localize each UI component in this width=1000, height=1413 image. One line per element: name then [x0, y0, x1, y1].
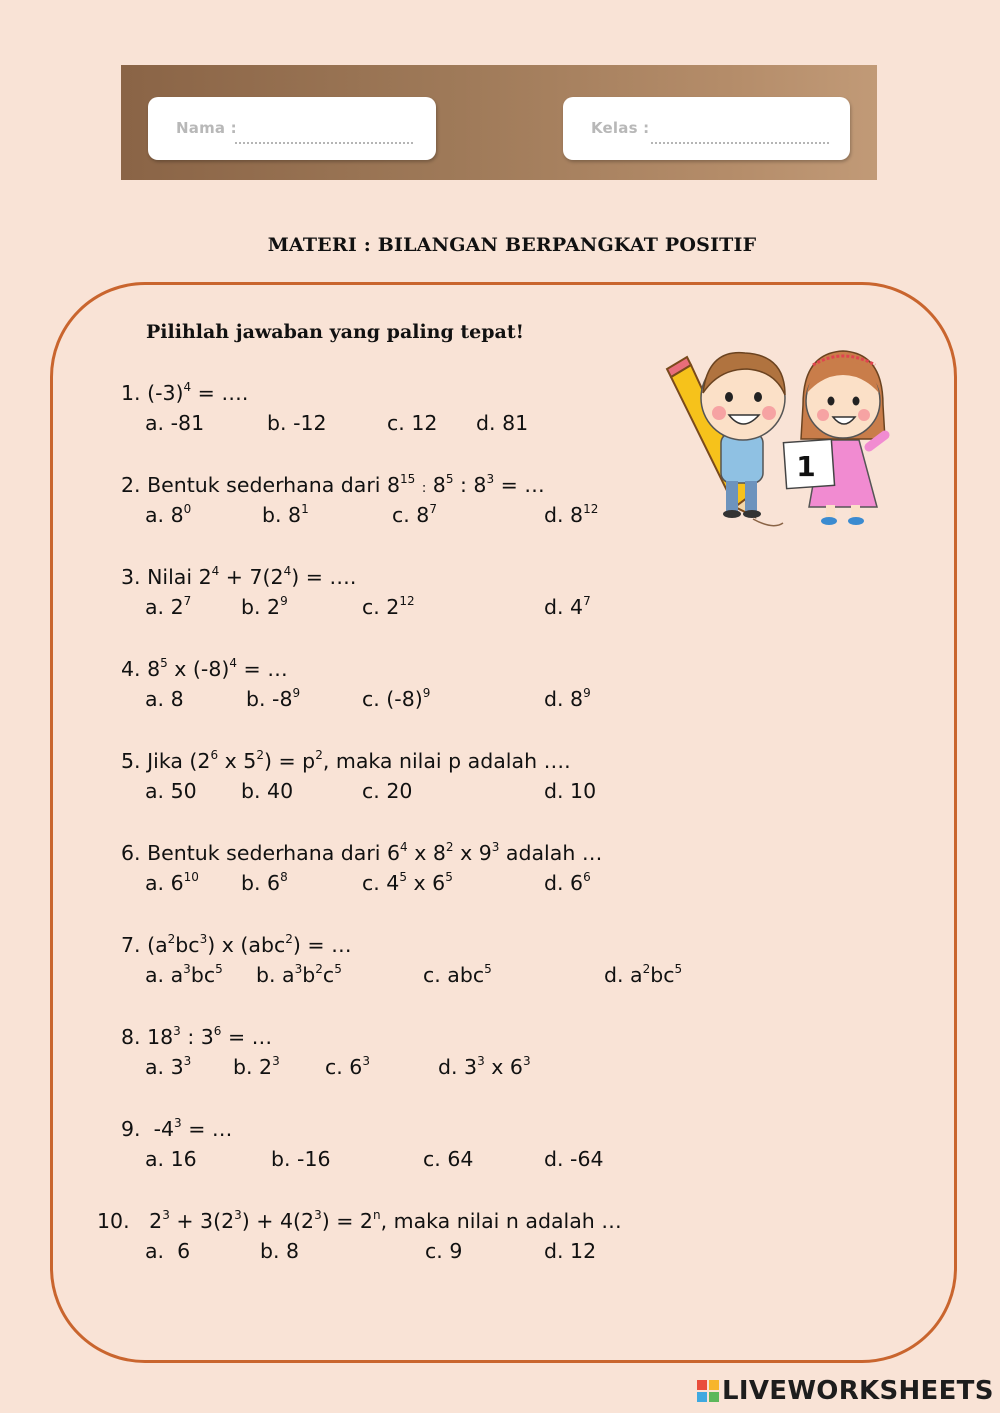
kelas-label: Kelas : [591, 119, 650, 137]
q5-option-d[interactable]: d. 10 [544, 779, 597, 803]
question-number: 4. [121, 657, 141, 681]
question-number: 8. [121, 1025, 141, 1049]
question-1: 1. $(-3)^4$ = …. [121, 380, 249, 405]
q6-option-c[interactable]: c. $4^5$ x $6^5$ [362, 870, 453, 895]
q2-option-b[interactable]: b. $8^1$ [262, 502, 309, 527]
q9-option-c[interactable]: c. 64 [423, 1147, 474, 1171]
materi-title: MATERI : BILANGAN BERPANGKAT POSITIF [267, 234, 757, 256]
q5-option-c[interactable]: c. 20 [362, 779, 413, 803]
q9-option-b[interactable]: b. -16 [271, 1147, 331, 1171]
card-number: 1 [796, 450, 816, 483]
q6-option-a[interactable]: a. $6^{10}$ [145, 870, 199, 895]
question-number: 3. [121, 565, 141, 589]
question-number: 2. [121, 473, 141, 497]
q10-option-d[interactable]: d. 12 [544, 1239, 597, 1263]
kelas-field[interactable] [563, 97, 850, 160]
question-number: 7. [121, 933, 141, 957]
q3-option-c[interactable]: c. $2^{12}$ [362, 594, 415, 619]
q3-option-a[interactable]: a. $2^7$ [145, 594, 192, 619]
nama-line [235, 142, 413, 144]
question-7: 7. $(a^2bc^3)$ x (abc$^2$) = … [121, 932, 352, 957]
q1-option-c[interactable]: c. 12 [387, 411, 438, 435]
q2-option-c[interactable]: c. $8^7$ [392, 502, 437, 527]
q7-option-d[interactable]: d. $a^2bc^5$ [604, 962, 683, 987]
question-6: 6. Bentuk sederhana dari $6^4$ x $8^2$ x $9^3$ adalah … [121, 840, 603, 865]
number-card [783, 439, 834, 488]
question-8: 8. $18^3$ : $3^6$ = … [121, 1024, 273, 1049]
q2-option-d[interactable]: d. $8^{12}$ [544, 502, 599, 527]
q3-option-b[interactable]: b. $2^9$ [241, 594, 288, 619]
nama-field[interactable] [148, 97, 436, 160]
q6-option-b[interactable]: b. $6^8$ [241, 870, 288, 895]
nama-label: Nama : [176, 119, 237, 137]
q8-option-d[interactable]: d. $3^3$ x $6^3$ [438, 1054, 531, 1079]
q9-option-d[interactable]: d. -64 [544, 1147, 604, 1171]
q3-option-d[interactable]: d. $4^7$ [544, 594, 591, 619]
q10-option-b[interactable]: b. 8 [260, 1239, 300, 1263]
question-3: 3. Nilai $2^4 + 7(2^4)$ = …. [121, 564, 357, 589]
q1-option-a[interactable]: a. -81 [145, 411, 205, 435]
q2-option-a[interactable]: a. $8^0$ [145, 502, 192, 527]
question-number: 10. [97, 1209, 130, 1233]
q8-option-a[interactable]: a. $3^3$ [145, 1054, 192, 1079]
q10-option-c[interactable]: c. 9 [425, 1239, 463, 1263]
question-10: 10. $2^3 + 3(2^3) + 4(2^3) = 2^n$, maka nilai n adalah … [97, 1208, 622, 1233]
q5-option-b[interactable]: b. 40 [241, 779, 294, 803]
q10-option-a[interactable]: a. 6 [145, 1239, 191, 1263]
q5-option-a[interactable]: a. 50 [145, 779, 197, 803]
girl-figure [791, 351, 885, 525]
q9-option-a[interactable]: a. 16 [145, 1147, 197, 1171]
q8-option-b[interactable]: b. $2^3$ [233, 1054, 280, 1079]
question-5: 5. Jika ($2^6$ x $5^2) = p^2$, maka nilai p adalah …. [121, 748, 571, 773]
question-number: 5. [121, 749, 141, 773]
q4-option-d[interactable]: d. $8^9$ [544, 686, 591, 711]
q6-option-d[interactable]: d. $6^6$ [544, 870, 591, 895]
liveworksheets-logo-icon [697, 1380, 719, 1402]
q7-option-c[interactable]: c. abc$^5$ [423, 962, 492, 987]
question-number: 1. [121, 381, 141, 405]
logo-text: LIVEWORKSHEETS [722, 1376, 994, 1406]
q4-option-c[interactable]: c. $(-8)^9$ [362, 686, 431, 711]
q1-option-d[interactable]: d. 81 [476, 411, 529, 435]
instruction: Pilihlah jawaban yang paling tepat! [146, 321, 524, 343]
kelas-line [651, 142, 829, 144]
q8-option-c[interactable]: c. $6^3$ [325, 1054, 370, 1079]
q1-option-b[interactable]: b. -12 [267, 411, 327, 435]
question-number: 6. [121, 841, 141, 865]
question-2: 2. Bentuk sederhana dari $8^{15}$ : $8^5$ : $8^3$ = … [121, 472, 545, 497]
q4-option-b[interactable]: b. $-8^9$ [246, 686, 301, 711]
q7-option-b[interactable]: b. $a^3b^2c^5$ [256, 962, 342, 987]
q7-option-a[interactable]: a. $a^3bc^5$ [145, 962, 223, 987]
header-band [121, 65, 877, 180]
question-9: 9. $-4^3$ = … [121, 1116, 233, 1141]
kids-illustration [663, 335, 903, 535]
question-4: 4. $8^5$ x $(-8)^4$ = … [121, 656, 288, 681]
question-number: 9. [121, 1117, 141, 1141]
liveworksheets-logo[interactable] [697, 1376, 994, 1406]
q4-option-a[interactable]: a. 8 [145, 687, 184, 711]
